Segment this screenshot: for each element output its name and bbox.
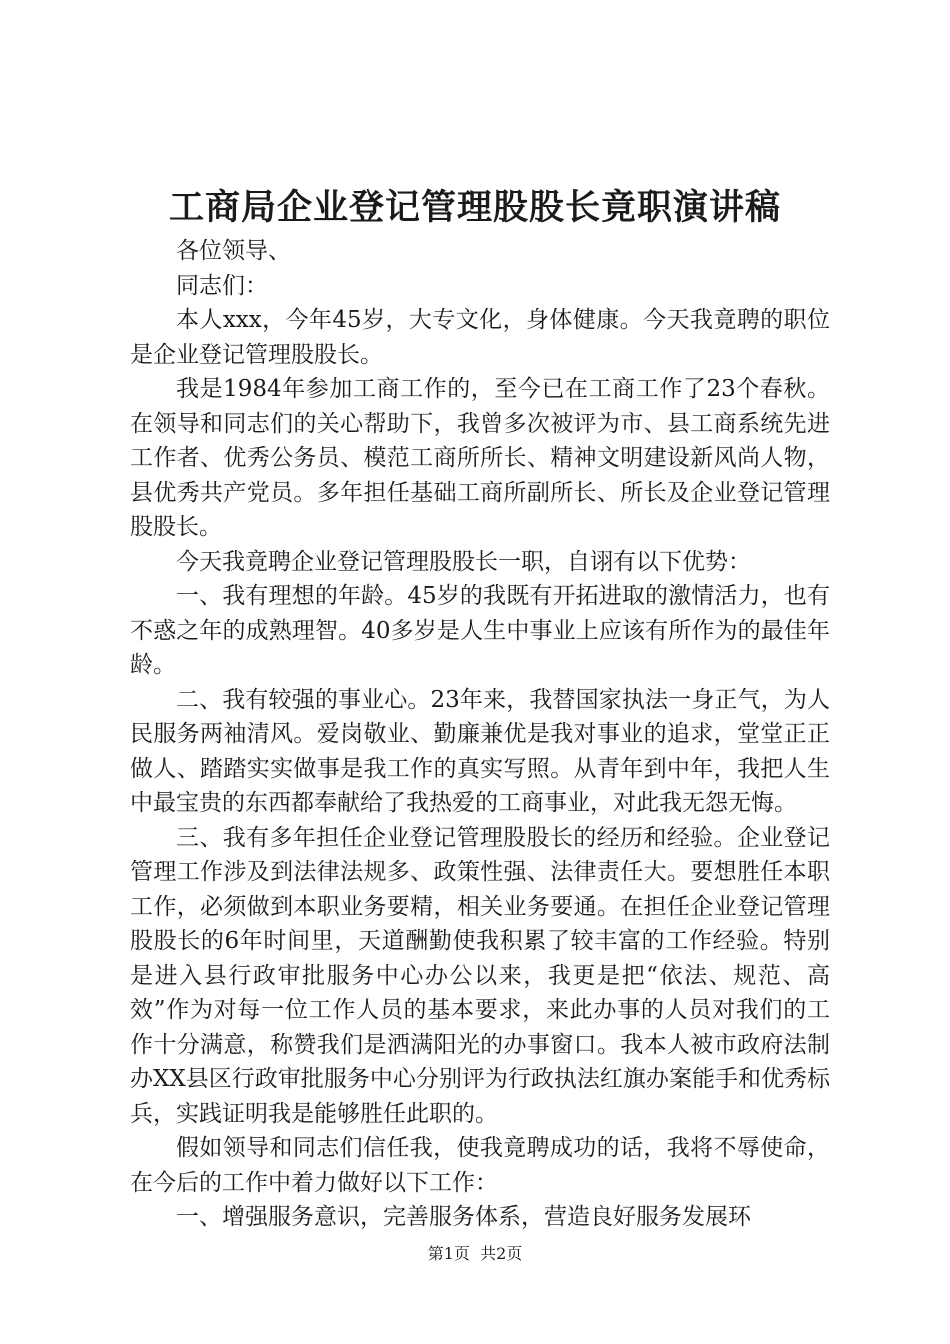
paragraph: 各位领导、 bbox=[176, 238, 291, 264]
paragraph: 今天我竟聘企业登记管理股股长一职，自诩有以下优势： bbox=[176, 548, 751, 575]
paragraph: 同志们： bbox=[176, 272, 268, 299]
paragraph: 本人xxx，今年45岁，大专文化，身体健康。今天我竟聘的职位是企业登记管理股股长。 bbox=[130, 307, 830, 368]
paragraph: 一、我有理想的年龄。45岁的我既有开拓进取的激情活力，也有不惑之年的成熟理智。40多岁是人生中事业上应该有所作为的最佳年龄。 bbox=[130, 583, 830, 678]
page-total: 共2页 bbox=[480, 1244, 523, 1263]
page-number: 第1页 bbox=[427, 1244, 470, 1263]
paragraph: 二、我有较强的事业心。23年来，我替国家执法一身正气，为人民服务两袖清风。爱岗敬业、勤廉兼优是我对事业的追求，堂堂正正做人、踏踏实实做事是我工作的真实写照。从青年到中年，我把人生中最宝贵的东西都奉献给了我热爱的工商事业，对此我无怨无悔。 bbox=[130, 686, 830, 816]
paragraph: 一、增强服务意识，完善服务体系，营造良好服务发展环 bbox=[176, 1204, 751, 1230]
document-title: 工商局企业登记管理股股长竟职演讲稿 bbox=[168, 187, 781, 228]
paragraph: 我是1984年参加工商工作的，至今已在工商工作了23个春秋。在领导和同志们的关心帮助下，我曾多次被评为市、县工商系统先进工作者、优秀公务员、模范工商所所长、精神文明建设新风尚人物，县优秀共产党员。多年担任基础工商所副所长、所长及企业登记管理股股长。 bbox=[130, 376, 830, 540]
paragraph: 三、我有多年担任企业登记管理股股长的经历和经验。企业登记管理工作涉及到法律法规多、政策性强、法律责任大。要想胜任本职工作，必须做到本职业务要精，相关业务要通。在担任企业登记管理股股长的6年时间里，天道酬勤使我积累了较丰富的工作经验。特别是进入县行政审批服务中心办公以来，我更是把“依法、规范、高效”作为对每一位工作人员的基本要求，来此办事的人员对我们的工作十分满意，称赞我们是洒满阳光的办事窗口。我本人被市政府法制办XX县区行政审批服务中心分别评为行政执法红旗办案能手和优秀标兵，实践证明我是能够胜任此职的。 bbox=[130, 824, 830, 1127]
document-body bbox=[130, 234, 830, 1235]
paragraph: 假如领导和同志们信任我，使我竟聘成功的话，我将不辱使命，在今后的工作中着力做好以下工作： bbox=[130, 1135, 830, 1196]
page-footer bbox=[0, 1242, 950, 1266]
